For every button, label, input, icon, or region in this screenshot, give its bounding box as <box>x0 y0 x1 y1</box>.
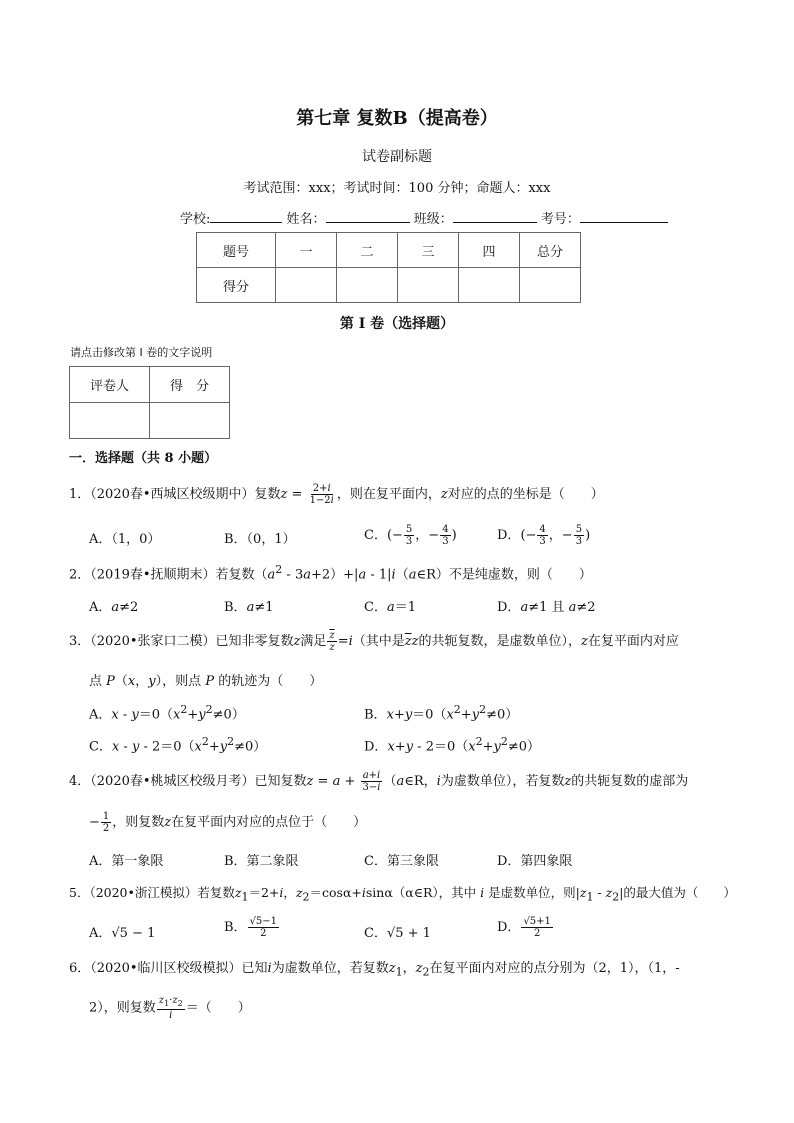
class-label: 班级： <box>413 212 453 227</box>
q4-text: 在复平面内对应的点位于（ ） <box>171 815 367 830</box>
page-title: 第七章 复数B（提高卷） <box>296 108 498 129</box>
q2-option-b[interactable]: B．a≠1 <box>224 600 274 615</box>
q5-option-b-label: B． <box>224 920 247 935</box>
part-note[interactable]: 请点击修改第 I 卷的文字说明 <box>70 346 213 359</box>
q5-text: 是虚数单位，则| <box>488 885 580 900</box>
reviewer-cell[interactable] <box>70 403 150 439</box>
q1-option-a[interactable]: A．（1，0） <box>89 532 161 547</box>
q4-text: 的共轭复数的虚部为 <box>571 774 689 789</box>
q3-text: 的共轭复数，是虚数单位）， <box>418 634 582 649</box>
q1-text: 对应的点的坐标是（ ） <box>447 487 604 502</box>
q1-option-b[interactable]: B．（0，1） <box>224 532 296 547</box>
q1-option-c[interactable]: C．(− $\frac{5}{3}$ ，− $\frac{4}{3}$ ) <box>364 524 457 547</box>
question-3-line2: 点 P（x，y），则点 P 的轨迹为（ ） <box>89 674 323 689</box>
q3-text: 的轨迹为（ ） <box>218 674 323 689</box>
q3-option-c[interactable]: C．$x - y - 2=0(x^2+y^2\ne 0)$ <box>89 735 267 755</box>
question-2: 2．（2019春•抚顺期末）若复数$(a^2 - 3a+2)+|a$ - 1|i（a∈R）不是纯虚数，则（ ） <box>69 563 592 583</box>
q4-option-c[interactable]: C．第三象限 <box>364 854 439 869</box>
q5-text: ，其中 <box>438 885 477 900</box>
q3-option-d-label: D． <box>364 739 388 755</box>
q6-text: 在复平面内对应的点分别为（2，1），（1，- <box>429 961 680 976</box>
student-fields <box>180 208 668 227</box>
q5-text: 5．（2020•浙江模拟）若复数 <box>69 885 235 900</box>
score-row-label: 得分 <box>197 268 276 303</box>
school-blank[interactable] <box>210 209 282 223</box>
score-header-cell: 总分 <box>520 233 581 268</box>
q1-text: ，则在复平面内， <box>336 487 441 502</box>
grader-score-cell[interactable] <box>150 403 230 439</box>
class-blank[interactable] <box>453 209 537 223</box>
q5-option-c-label: C． <box>364 926 387 941</box>
score-table <box>196 232 581 303</box>
q2-option-c-label: C． <box>364 600 387 615</box>
score-header-cell: 三 <box>398 233 459 268</box>
q2-text: 不是纯虚数，则（ ） <box>448 567 592 583</box>
q3-text: 满足 <box>300 634 327 649</box>
q5-option-a-label: A． <box>89 926 112 941</box>
score-header-cell: 二 <box>337 233 398 268</box>
question-3: 3．（2020•张家口二模）已知非零复数z满足 $\frac{\overline{z}}{z}$ =i（其中是$\overline{z}z$的共轭复数，是虚数单位），z在复平面内对应 <box>69 630 679 653</box>
q1-text: 1．（2020春•西城区校级期中）复数 <box>69 487 281 502</box>
q2-option-c[interactable]: C．a＝1 <box>364 600 416 615</box>
q5-option-d[interactable]: D． $\frac{√5+1}{2}$ <box>497 916 551 939</box>
q3-option-a[interactable]: A．$x - y=0(x^2+y^2\ne 0)$ <box>89 703 245 723</box>
exam-info: 考试范围：xxx；考试时间：100 分钟；命题人：xxx <box>243 181 551 196</box>
q2-option-d[interactable]: D．a≠1 且 a≠2 <box>497 600 596 615</box>
q6-text: 2），则复数 <box>89 1000 156 1016</box>
q4-option-a[interactable]: A．第一象限 <box>89 854 164 869</box>
question-4-line2: − $\frac{1}{2}$ ，则复数z在复平面内对应的点位于（ ） <box>89 811 367 834</box>
q5-option-d-label: D． <box>497 920 521 935</box>
reviewer-label: 评卷人 <box>70 367 150 403</box>
score-header-cell: 题号 <box>197 233 276 268</box>
q3-text: 点 <box>89 674 103 689</box>
q1-option-d[interactable]: D．(− $\frac{4}{3}$ ，− $\frac{5}{3}$ ) <box>497 524 591 547</box>
q4-option-b[interactable]: B．第二象限 <box>224 854 299 869</box>
part-title: 第 I 卷（选择题） <box>339 316 455 332</box>
q5-text: |的最大值为（ ） <box>619 885 736 900</box>
number-blank[interactable] <box>580 209 668 223</box>
q3-text: ，则点 <box>162 674 202 689</box>
q2-option-b-label: B． <box>224 600 247 615</box>
q3-text: （其中是 <box>352 634 405 649</box>
score-header-cell: 一 <box>276 233 337 268</box>
q4-text: ，则复数 <box>112 815 165 830</box>
question-1: 1．（2020春•西城区校级期中）复数z = $\frac{2+i}{1-2i}$ ，则在复平面内，z对应的点的坐标是（ ） <box>69 483 604 506</box>
question-6: 6．（2020•临川区校级模拟）已知i为虚数单位，若复数$z_1$，$z_2$在复平面内对应的点分别为（2，1），（1，- <box>69 961 680 979</box>
q2-text: 2．（2019春•抚顺期末）若复数（ <box>69 567 268 583</box>
page-subtitle: 试卷副标题 <box>362 149 432 165</box>
q3-option-b[interactable]: B．$x+y=0(x^2+y^2\ne 0)$ <box>364 703 519 723</box>
section-title: 一．选择题（共 8 小题） <box>69 451 218 466</box>
q2-option-a-label: A． <box>89 600 112 615</box>
q3-option-a-label: A． <box>89 707 112 723</box>
question-4: 4．（2020春•桃城区校级月考）已知复数z = a + $\frac{a+i}{3-i}$ （a∈R，i为虚数单位），若复数z的共轭复数的虚部为 <box>69 770 689 793</box>
score-header-cell: 四 <box>459 233 520 268</box>
name-label: 姓名： <box>286 212 326 227</box>
q3-option-d[interactable]: D．$x+y - 2=0(x^2+y^2\ne 0)$ <box>364 735 541 755</box>
q6-text: 为虚数单位，若复数 <box>271 961 389 976</box>
q2-option-a[interactable]: A．a≠2 <box>89 600 139 615</box>
score-cell[interactable] <box>276 268 337 303</box>
q3-option-b-label: B． <box>364 707 387 723</box>
score-cell[interactable] <box>337 268 398 303</box>
q3-text: 在复平面内对应 <box>587 634 679 649</box>
name-blank[interactable] <box>326 209 410 223</box>
score-cell[interactable] <box>520 268 581 303</box>
q3-text: 3．（2020•张家口二模）已知非零复数 <box>69 634 294 649</box>
q6-text: ＝（ ） <box>185 1000 251 1016</box>
grader-score-label: 得 分 <box>150 367 230 403</box>
q5-option-a[interactable]: A．√5 − 1 <box>89 926 156 941</box>
grader-table <box>69 366 230 439</box>
number-label: 考号： <box>540 212 580 227</box>
school-label: 学校: <box>180 212 211 227</box>
q5-option-b[interactable]: B． $\frac{√5-1}{2}$ <box>224 916 278 939</box>
q3-option-c-label: C． <box>89 739 112 755</box>
q6-text: 6．（2020•临川区校级模拟）已知 <box>69 961 268 976</box>
q5-option-c[interactable]: C．√5 + 1 <box>364 926 431 941</box>
score-cell[interactable] <box>459 268 520 303</box>
q4-option-d[interactable]: D．第四象限 <box>497 854 573 869</box>
q4-text: 为虚数单位），若复数 <box>440 774 565 789</box>
q2-option-d-label: D． <box>497 600 521 615</box>
q1-option-c-label: C． <box>364 528 387 543</box>
question-6-line2: 2），则复数 $\frac{z_1\cdot z_2}{i}$ ＝（ ） <box>89 995 251 1021</box>
question-5: 5．（2020•浙江模拟）若复数$z_1=2+i$，$z_2=\cos\alpha+isin\alpha(\alpha\in R)$，其中 i 是虚数单位，则$|z_1 - z_2|$的最大值为（ ） <box>69 885 736 904</box>
q4-text: 4．（2020春•桃城区校级月考）已知复数 <box>69 774 307 789</box>
q1-option-d-label: D． <box>497 528 521 543</box>
score-cell[interactable] <box>398 268 459 303</box>
